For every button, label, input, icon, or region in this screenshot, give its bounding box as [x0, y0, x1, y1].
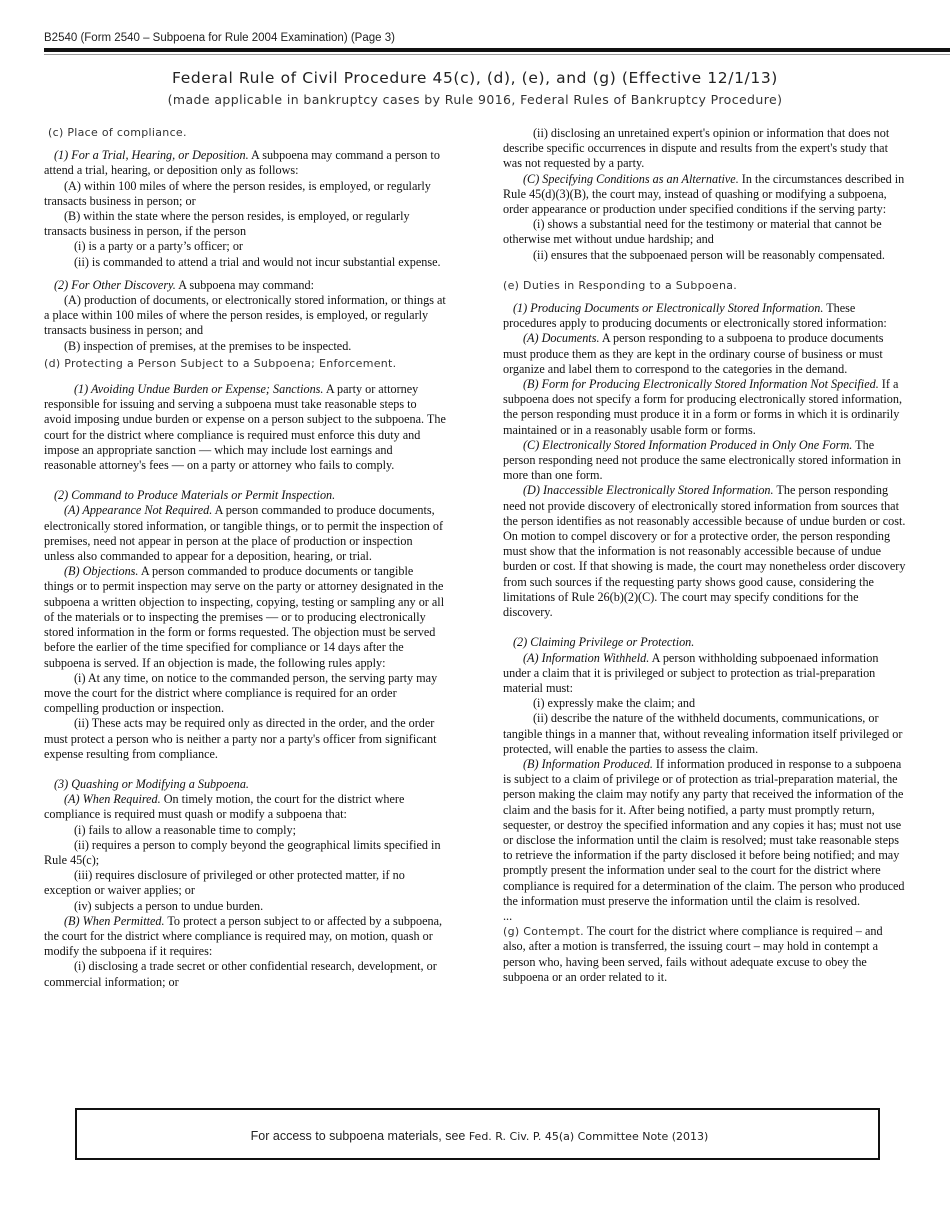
paragraph-d2-b-i: (i) At any time, on notice to the commanded person, the serving party may move the court for the district where compliance is required for an order compelling production or inspection.: [44, 670, 438, 716]
paragraph-e2: [503, 635, 908, 650]
paragraph-d3-a-iii: (iii) requires disclosure of privileged or other protected matter, if no exception or waiver applies; or: [44, 868, 405, 898]
paragraph-d3-b-ii: (ii) disclosing an unretained expert's opinion or information that does not describe specific occurrences in dispute and results from the expert's study that was not requested by a party.: [503, 126, 890, 171]
c1-body: A subpoena may command a person to attend a trial, hearing, or deposition only as follows:: [44, 148, 440, 178]
header-rule-thin: [44, 54, 950, 55]
e1-d-body: The person responding need not provide discovery of electronically stored information from sources that the person identifies as not reasonably accessible because of undue burden or cost. On motion to compel discovery or for a protective order, the person responding must show that the information is not reasonably accessible because of undue burden or cost. If that showing is made, the court may nonetheless order discovery from such sources if the requesting party shows good cause, considering the limitations of Rule 26(b)(2)(C). The court may specify conditions for the discovery.: [503, 483, 906, 620]
e1-b-body: If a subpoena does not specify a form for producing electronically stored information, the person responding must produce it in a form or forms in which it is ordinarily maintained or in a reasonably usable form or forms.: [503, 377, 903, 437]
e2-a-body: A person withholding subpoenaed information under a claim that it is privileged or subject to protection as trial-preparation material must:: [503, 650, 879, 695]
d2-heading: (2) Command to Produce Materials or Permit Inspection.: [54, 488, 336, 503]
paragraph-d3: [44, 777, 446, 792]
paragraph-c2-b: (B) inspection of premises, at the premises to be inspected.: [64, 338, 352, 353]
paragraph-d1: [44, 382, 446, 473]
d3-c-body: In the circumstances described in Rule 45(d)(3)(B), the court may, instead of quashing or modifying a subpoena, order appearance or production under specified conditions if the serving party:: [503, 171, 905, 217]
d2-b-heading: (B) Objections.: [64, 564, 139, 579]
page-title: Federal Rule of Civil Procedure 45(c), (d), (e), and (g) (Effective 12/1/13): [172, 69, 778, 87]
footer-note-box: [75, 1108, 880, 1160]
header-rule: [44, 48, 950, 52]
left-column: [44, 125, 446, 990]
paragraph-e2-a-i: (i) expressly make the claim; and: [533, 696, 696, 711]
paragraph-d3-b-i: (i) disclosing a trade secret or other confidential research, development, or commercial information; or: [44, 959, 437, 989]
d2-a-heading: (A) Appearance Not Required.: [64, 503, 213, 518]
paragraph-e2-a-ii: (ii) describe the nature of the withheld documents, communications, or tangible things in a manner that, without revealing information itself privileged or protected, will enable the parties to assess the claim.: [503, 711, 903, 756]
paragraph-c1-a: (A) within 100 miles of where the person resides, is employed, or regularly transacts business in person; or: [44, 178, 431, 208]
section-c-heading: (c) Place of compliance.: [48, 126, 187, 139]
paragraph-d2-b: [44, 564, 446, 670]
paragraph-c1: [44, 148, 446, 178]
d3-b-heading: (B) When Permitted.: [64, 913, 165, 928]
paragraph-d3-a-ii: (ii) requires a person to comply beyond the geographical limits specified in Rule 45(c);: [44, 837, 441, 867]
e1-b-heading: (B) Form for Producing Electronically Stored Information Not Specified.: [523, 377, 879, 392]
paragraph-e2-b: [503, 757, 908, 909]
right-column: [503, 126, 908, 985]
paragraph-e1-d: [503, 483, 908, 620]
e1-heading: (1) Producing Documents or Electronically Stored Information.: [513, 301, 824, 316]
paragraph-g: [503, 924, 908, 985]
footer-lead: For access to subpoena materials, see: [250, 1129, 469, 1143]
d3-a-body: On timely motion, the court for the district where compliance is required must quash or modify a subpoena that:: [44, 792, 405, 822]
e1-a-body: A person responding to a subpoena to produce documents must produce them as they are kept in the ordinary course of business or must organize and label them to correspond to the categories in the demand.: [503, 331, 884, 376]
d3-a-heading: (A) When Required.: [64, 792, 161, 807]
paragraph-e1: [503, 301, 908, 331]
section-d-heading: (d) Protecting a Person Subject to a Subpoena; Enforcement.: [44, 356, 397, 370]
e1-c-body: The person responding need not produce the same electronically stored information in more than one form.: [503, 437, 902, 483]
paragraph-c1-b: (B) within the state where the person resides, is employed, or regularly transacts business in person, if the person: [44, 209, 410, 239]
paragraph-e1-c: [503, 438, 908, 484]
paragraph-c1-b-i: (i) is a party or a party’s officer; or: [74, 239, 243, 254]
paragraph-c1-b-ii: (ii) is commanded to attend a trial and would not incur substantial expense.: [74, 254, 441, 269]
e2-b-heading: (B) Information Produced.: [523, 756, 653, 771]
d3-c-heading: (C) Specifying Conditions as an Alternative.: [523, 171, 739, 186]
d1-heading: (1) Avoiding Undue Burden or Expense; Sanctions.: [74, 382, 324, 397]
page-subtitle: (made applicable in bankruptcy cases by Rule 9016, Federal Rules of Bankruptcy Procedure): [167, 92, 783, 107]
e2-heading: (2) Claiming Privilege or Protection.: [513, 635, 695, 650]
section-g-heading: (g) Contempt.: [503, 925, 584, 939]
e2-a-heading: (A) Information Withheld.: [523, 650, 650, 665]
footer-reference: Fed. R. Civ. P. 45(a) Committee Note (2013): [468, 1130, 709, 1143]
paragraph-c2: [44, 278, 446, 293]
paragraph-d3-c-ii: (ii) ensures that the subpoenaed person will be reasonably compensated.: [533, 247, 885, 262]
c1-heading: (1) For a Trial, Hearing, or Deposition.: [54, 148, 249, 163]
paragraph-e1-b: [503, 377, 908, 438]
paragraph-d3-a-i: (i) fails to allow a reasonable time to comply;: [74, 822, 297, 837]
c2-heading: (2) For Other Discovery.: [54, 277, 176, 292]
paragraph-d3-a: [44, 792, 446, 822]
e1-body: These procedures apply to producing documents or electronically stored information:: [503, 301, 887, 331]
paragraph-e2-a: [503, 651, 908, 697]
d3-heading: (3) Quashing or Modifying a Subpoena.: [54, 776, 249, 791]
paragraph-d3-b: [44, 914, 446, 960]
d1-body: A party or attorney responsible for issuing and serving a subpoena must take reasonable steps to avoid imposing undue burden or expense on a person subject to the subpoena. The court for the district where compliance is required must enforce this duty and impose an appropriate sanction — which may include lost earnings and reasonable attorney's fees — on a party or attorney who fails to comply.: [44, 382, 446, 473]
paragraph-d2-a: [44, 503, 446, 564]
section-e-heading: (e) Duties in Responding to a Subpoena.: [503, 278, 738, 292]
e2-b-body: If information produced in response to a subpoena is subject to a claim of privilege or of protection as trial-preparation material, the person making the claim may notify any party that received the information of the claim and the basis for it. After being notified, a party must promptly return, sequester, or destroy the specified information and any copies it has; must not use or disclose the information until the claim is resolved; must take reasonable steps to retrieve the information if the party disclosed it before being notified; and may promptly present the information under seal to the court for the district where compliance is required for a determination of the claim. The person who produced the information must preserve the information until the claim is resolved.: [503, 756, 905, 908]
e1-a-heading: (A) Documents.: [523, 331, 600, 346]
paragraph-c2-a: (A) production of documents, or electronically stored information, or things at a place within 100 miles of where the person resides, is employed, or regularly transacts business in person; and: [44, 293, 446, 338]
d2-a-body: A person commanded to produce documents, electronically stored information, or tangible things, or to permit the inspection of premises, need not appear in person at the place of production or inspection unless also commanded to appear for a deposition, hearing, or trial.: [44, 503, 444, 564]
form-header: B2540 (Form 2540 – Subpoena for Rule 2004 Examination) (Page 3): [44, 32, 395, 44]
e1-d-heading: (D) Inaccessible Electronically Stored Information.: [523, 483, 774, 498]
d2-b-body: A person commanded to produce documents or tangible things or to permit inspection may serve on the party or attorney designated in the subpoena a written objection to inspecting, copying, testing or sampling any or all of the materials or to inspecting the premises — or to producing electronically stored information in the form or forms requested. The objection must be served before the earlier of the time specified for compliance or 14 days after the subpoena is served. If an objection is made, the following rules apply:: [44, 564, 445, 670]
paragraph-e1-a: [503, 331, 908, 377]
g-body: The court for the district where compliance is required – and also, after a motion is transferred, the issuing court – may hold in contempt a person who, having been served, fails without adequate excuse to obey the subpoena or an order related to it.: [503, 924, 883, 984]
d3-b-body: To protect a person subject to or affected by a subpoena, the court for the district where compliance is required may, on motion, quash or modify the subpoena if it requires:: [44, 913, 443, 959]
paragraph-d2: [44, 488, 446, 503]
paragraph-d3-a-iv: (iv) subjects a person to undue burden.: [74, 898, 264, 913]
paragraph-d3-c-i: (i) shows a substantial need for the testimony or material that cannot be otherwise met without undue hardship; and: [503, 217, 882, 247]
paragraph-d2-b-ii: (ii) These acts may be required only as directed in the order, and the order must protect a person who is neither a party nor a party's officer from significant expense resulting from compliance.: [44, 716, 437, 761]
c2-body: A subpoena may command:: [175, 277, 314, 292]
e1-c-heading: (C) Electronically Stored Information Produced in Only One Form.: [523, 437, 853, 452]
paragraph-d3-c: [503, 172, 908, 218]
ellipsis: ...: [503, 908, 513, 923]
footer-note: [77, 1129, 882, 1143]
